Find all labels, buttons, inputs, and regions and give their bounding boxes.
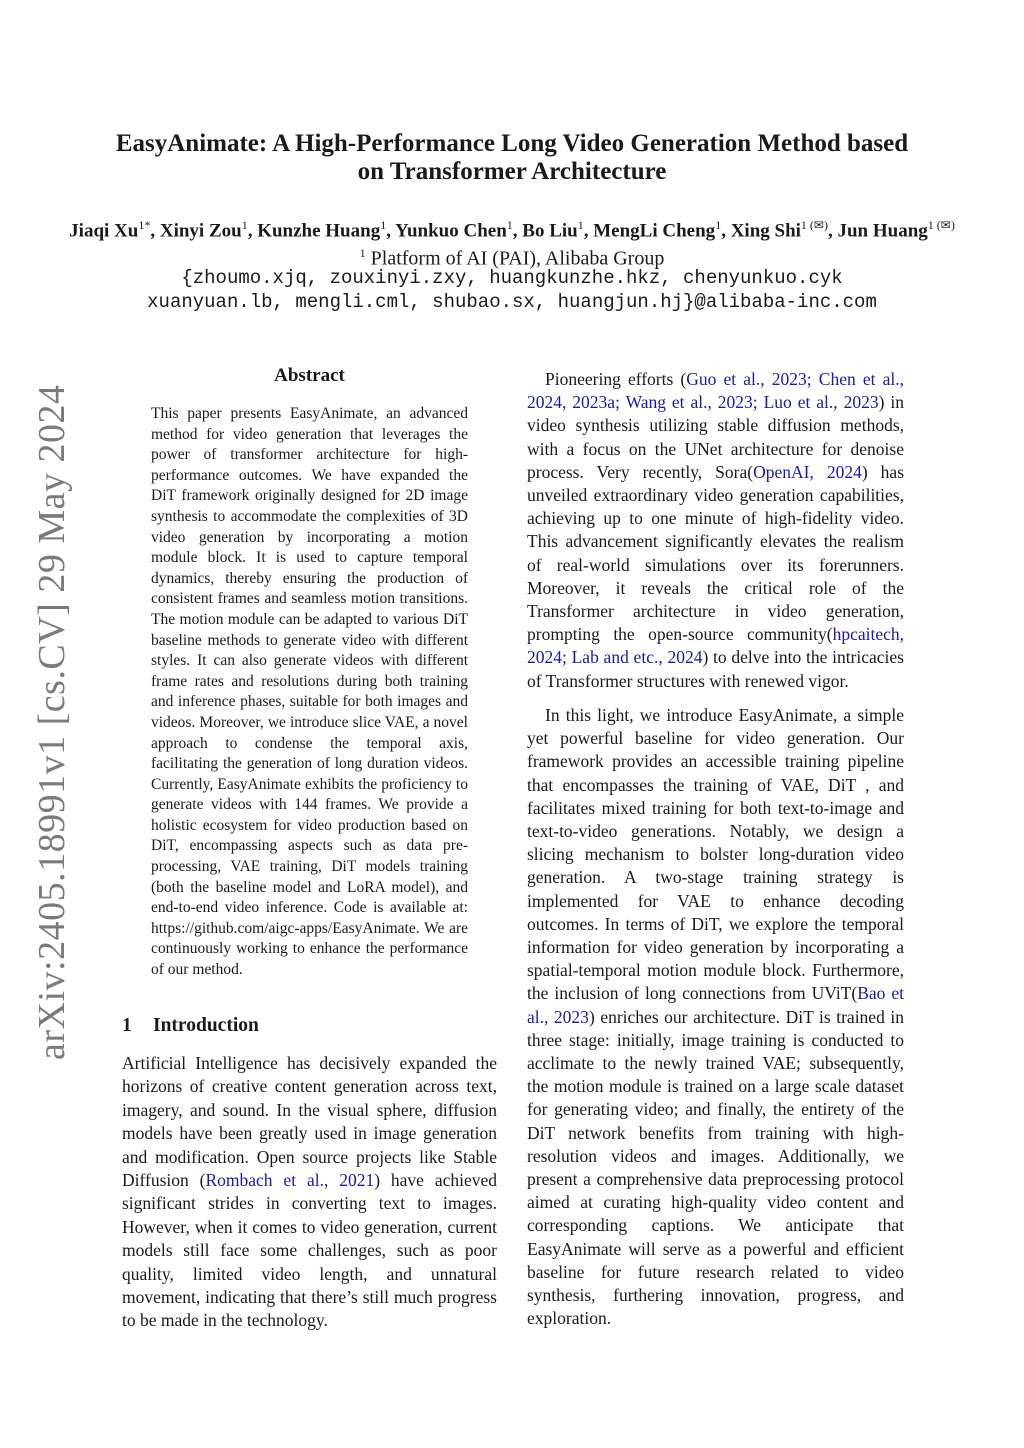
email-line-2: xuanyuan.lb, mengli.cml, shubao.sx, huangjun.hj}@alibaba-inc.com: [147, 291, 877, 313]
author-name: Xinyi Zou: [159, 220, 242, 242]
citation-link[interactable]: OpenAI, 2024: [753, 461, 862, 482]
paragraph-text: Pioneering efforts (: [545, 369, 687, 389]
citation-link[interactable]: Lab and etc., 2024: [571, 647, 703, 668]
author-affil-mark: 1 (✉): [927, 218, 955, 232]
author-list: Jiaqi $Xu^{1*}$, Xinyi Zou$^1$, Kunzhe Huang$^1$, Yunkuo Chen$^1$, Bo Liu$^1$, MengLi Cheng$^1$, Xing Shi$^{1 (✉)}$, Jun Huang$^{1 (✉)}$: [69, 218, 955, 242]
author-name: Xing Shi: [730, 220, 801, 242]
citation-separator: ;: [615, 392, 626, 413]
paragraph-text: ) in video synthesis utilizing stable diffusion methods, with a focus on the UNet architecture for denoise process. Very recently, Sora(: [527, 392, 904, 482]
paragraph-text: ) enriches our architecture. DiT is trained in three stage: initially, image training is conducted to acclimate to the newly trained VAE; subsequently, the motion module is trained on a large scale dataset for generating video; and finally, the entirety of the DiT network benefits from training with high-resolution videos and images. Additionally, we present a comprehensive data preprocessing protocol aimed at curating high-quality video content and corresponding captions. We anticipate that EasyAnimate will serve as a powerful and efficient baseline for future research related to video synthesis, furthering innovation, progress, and exploration.: [527, 1006, 904, 1329]
paragraph-text: ) has unveiled extraordinary video generation capabilities, achieving up to one minute of high-fidelity video. This advancement significantly elevates the realism of real-world simulations over its forerunners. Moreover, it reveals the critical role of the Transformer architecture in video generation, prompting the open-source community(: [527, 461, 904, 645]
title-line-1: EasyAnimate: A High-Performance Long Video Generation Method based: [115, 130, 909, 157]
paper-title: [0, 130, 1024, 186]
author-name: Jiaqi Xu: [69, 220, 139, 242]
abstract-heading: Abstract: [274, 365, 345, 386]
intro-paragraph: [122, 1052, 497, 1333]
arxiv-identifier: arXiv:2405.18991v1 [cs.CV] 29 May 2024: [31, 384, 73, 1060]
author-affil-mark: 1: [506, 218, 513, 232]
citation-link[interactable]: Chen et al., 2024, 2023a: [527, 369, 904, 413]
author-affil-mark: 1 (✉): [800, 218, 828, 232]
section-number: 1: [122, 1015, 132, 1036]
right-paragraph-1: [527, 368, 904, 693]
citation-link[interactable]: Bao et al., 2023: [527, 983, 904, 1027]
author-name: Yunkuo Chen: [395, 220, 507, 242]
author-name: Jun Huang: [837, 220, 928, 242]
author-affil-mark: 1: [380, 218, 387, 232]
author-affil-mark: 1: [577, 218, 584, 232]
citation-link[interactable]: hpcaitech, 2024: [527, 624, 904, 668]
author-name: Bo Liu: [522, 220, 578, 242]
citation-separator: ;: [562, 647, 572, 668]
email-line-1: {zhoumo.xjq, zouxinyi.zxy, huangkunzhe.hkz, chenyunkuo.cyk: [181, 267, 843, 289]
author-affil-mark: 1: [241, 218, 248, 232]
citation-link[interactable]: Rombach et al., 2021: [205, 1170, 375, 1191]
right-paragraph-2: [527, 704, 904, 1330]
section-title: Introduction: [153, 1015, 259, 1036]
citation-separator: ;: [752, 392, 764, 413]
citation-link[interactable]: Wang et al., 2023: [625, 392, 753, 413]
intro-text: ) have achieved significant strides in converting text to images. However, when it comes to video generation, current models still face some challenges, such as poor quality, limited video length, and unnatural movement, indicating that there’s still much progress to be made in the technology.: [122, 1170, 498, 1331]
title-line-2: on Transformer Architecture: [357, 158, 667, 185]
author-affil-mark: 1*: [138, 218, 151, 232]
paragraph-text: ) to delve into the intricacies of Transformer structures with renewed vigor.: [527, 647, 904, 691]
paragraph-text: In this light, we introduce EasyAnimate, a simple yet powerful baseline for video generation. Our framework provides an accessible training pipeline that encompasses the training of VAE, DiT , and facilitates mixed training for both text-to-image and text-to-video generations. Notably, we design a slicing mechanism to bolster long-duration video generation. A two-stage training strategy is implemented for VAE to enhance decoding outcomes. In terms of DiT, we explore the temporal information for video generation by incorporating a spatial-temporal motion module block. Furthermore, the inclusion of long connections from UViT(: [527, 705, 904, 1004]
section-heading-introduction: [122, 1015, 259, 1037]
citation-link[interactable]: Guo et al., 2023: [686, 369, 807, 389]
author-emails: [0, 266, 1024, 314]
author-name: Kunzhe Huang: [257, 220, 381, 242]
citation-link[interactable]: Luo et al., 2023: [763, 392, 879, 413]
intro-text: Artificial Intelligence has decisively expanded the horizons of creative content generation across text, imagery, and sound. In the visual sphere, diffusion models have been greatly used in image generation and modification. Open source projects like Stable Diffusion (: [122, 1053, 497, 1191]
affiliation-mark: 1: [359, 246, 366, 260]
citation-separator: ;: [806, 369, 819, 389]
abstract-body: This paper presents EasyAnimate, an advanced method for video generation that leverages the power of transformer architecture for high-performance outcomes. We have expanded the DiT framework originally designed for 2D image synthesis to accommodate the complexities of 3D video generation by incorporating a motion module block. It is used to capture temporal dynamics, thereby ensuring the production of consistent frames and seamless motion transitions. The motion module can be adapted to various DiT baseline methods to generate video with different styles. It can also generate videos with different frame rates and resolutions during both training and inference phases, suitable for both images and videos. Moreover, we introduce slice VAE, a novel approach to condense the temporal axis, facilitating the generation of long duration videos. Currently, EasyAnimate exhibits the proficiency to generate videos with 144 frames. We provide a holistic ecosystem for video production based on DiT, encompassing aspects such as data pre-processing, VAE training, DiT models training (both the baseline model and LoRA model), and end-to-end video inference. Code is available at: https://github.com/aigc-apps/EasyAnimate. We are continuously working to enhance the performance of our method.: [151, 405, 468, 979]
author-affil-mark: 1: [715, 218, 722, 232]
author-name: MengLi Cheng: [593, 220, 716, 242]
affiliation-name: Platform of AI (PAI), Alibaba Group: [370, 247, 665, 270]
